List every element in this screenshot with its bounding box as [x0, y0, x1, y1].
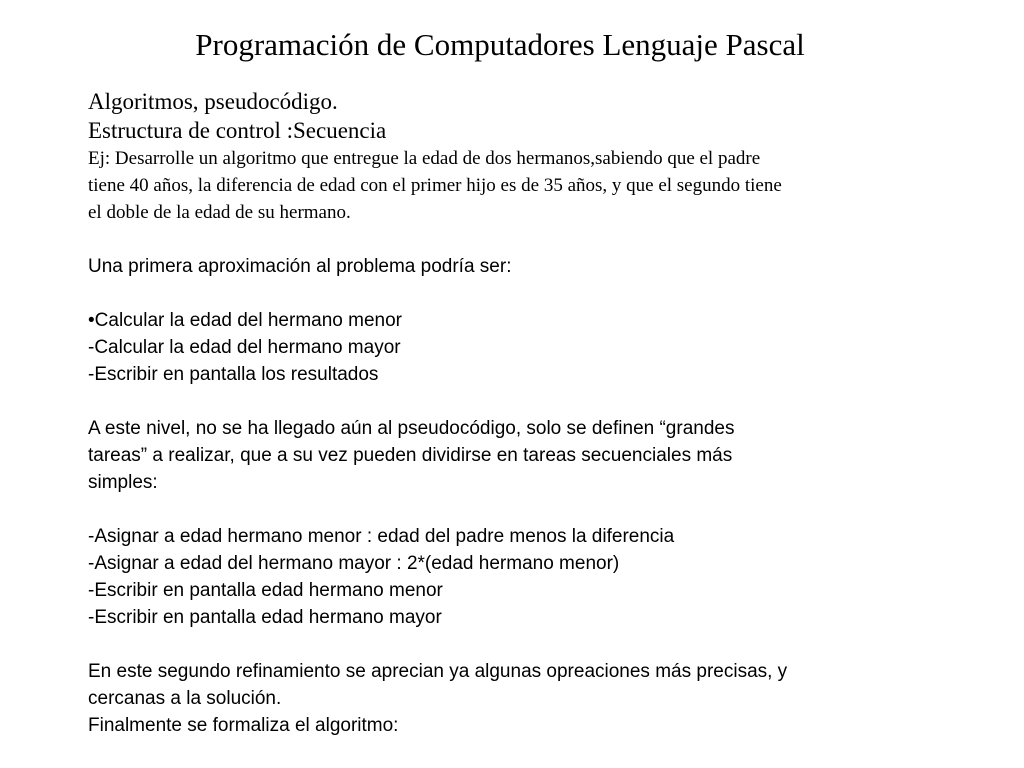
refinement-item: -Escribir en pantalla edad hermano mayor — [88, 607, 442, 628]
refinement-item: -Escribir en pantalla edad hermano menor — [88, 580, 443, 601]
heading-algorithms: Algoritmos, pseudocódigo. — [88, 89, 338, 114]
first-approach-item: -Escribir en pantalla los resultados — [88, 364, 379, 385]
exercise-line: Ej: Desarrolle un algoritmo que entregue la edad de dos hermanos,sabiendo que el padre — [88, 148, 761, 169]
slide-content — [88, 87, 948, 739]
exercise-statement — [88, 145, 948, 226]
first-approach-item: •Calcular la edad del hermano menor — [88, 310, 402, 331]
conclusion-line: cercanas a la solución. — [88, 688, 282, 709]
conclusion-line: Finalmente se formaliza el algoritmo: — [88, 715, 399, 736]
refinement-item: -Asignar a edad del hermano mayor : 2*(edad hermano menor) — [88, 553, 620, 574]
intro-line: Una primera aproximación al problema podría ser: — [88, 256, 512, 277]
explanation-line: simples: — [88, 472, 158, 493]
explanation-line: tareas” a realizar, que a su vez pueden dividirse en tareas secuenciales más — [88, 445, 733, 466]
body-text — [88, 226, 948, 739]
slide-title: Programación de Computadores Lenguaje Pascal — [195, 27, 805, 62]
explanation-line: A este nivel, no se ha llegado aún al pseudocódigo, solo se definen “grandes — [88, 418, 735, 439]
exercise-line: tiene 40 años, la diferencia de edad con el primer hijo es de 35 años, y que el segundo tiene — [88, 175, 782, 196]
first-approach-item: -Calcular la edad del hermano mayor — [88, 337, 401, 358]
conclusion-line: En este segundo refinamiento se aprecian ya algunas opreaciones más precisas, y — [88, 661, 788, 682]
exercise-line: el doble de la edad de su hermano. — [88, 202, 351, 223]
refinement-item: -Asignar a edad hermano menor : edad del padre menos la diferencia — [88, 526, 675, 547]
heading-control-structure: Estructura de control :Secuencia — [88, 118, 387, 143]
